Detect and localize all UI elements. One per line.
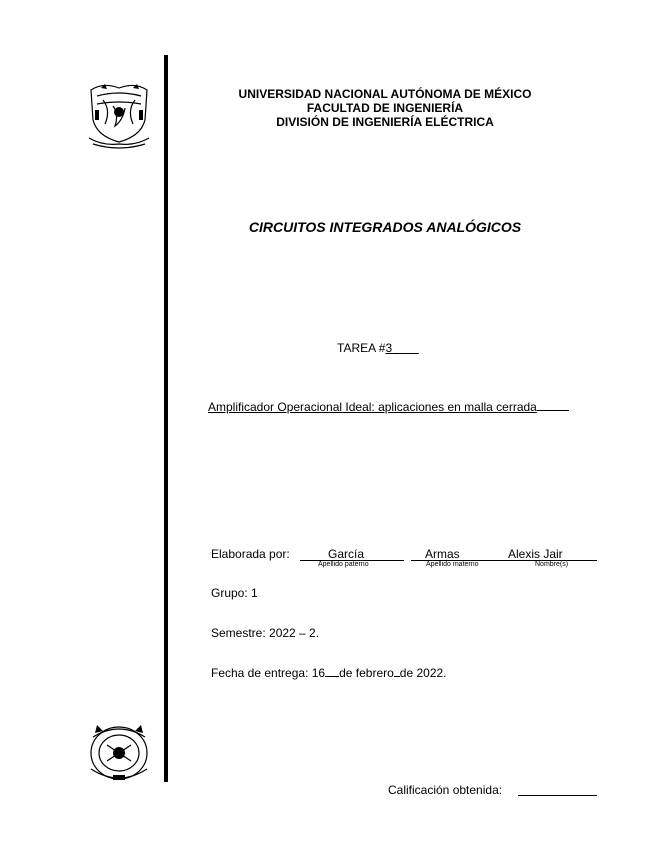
- fecha-suffix: de 2022.: [399, 666, 447, 680]
- subject-text: Amplificador Operacional Ideal: aplicaciones en malla cerrada: [208, 400, 537, 414]
- paterno-caption: Apellido paterno: [318, 561, 369, 568]
- institution-header: [180, 87, 590, 129]
- apellido-paterno: García: [328, 547, 365, 561]
- university-name: UNIVERSIDAD NACIONAL AUTÓNOMA DE MÉXICO: [238, 87, 532, 101]
- fecha-fill-1: [325, 665, 339, 677]
- tarea-number: [337, 341, 419, 355]
- elaborated-by-label: Elaborada por:: [211, 547, 290, 561]
- grupo: Grupo: 1: [211, 586, 258, 600]
- materno-caption: Apellido materno: [426, 561, 479, 568]
- division-name: DIVISIÓN DE INGENIERÍA ELÉCTRICA: [276, 115, 494, 129]
- tarea-label: TAREA #: [337, 341, 386, 355]
- assignment-subject: [208, 399, 569, 414]
- fecha-prefix: Fecha de entrega: 16: [211, 666, 326, 680]
- fi-seal-icon: [83, 717, 155, 789]
- fecha-entrega: [211, 665, 447, 680]
- unam-seal-icon: [83, 80, 155, 152]
- faculty-name: FACULTAD DE INGENIERÍA: [306, 101, 464, 115]
- semestre: Semestre: 2022 – 2.: [211, 626, 320, 640]
- subject-fill-line: [537, 399, 569, 411]
- vertical-divider: [164, 55, 168, 782]
- course-title: CIRCUITOS INTEGRADOS ANALÓGICOS: [248, 219, 522, 235]
- apellido-materno: Armas: [425, 547, 460, 561]
- tarea-value: 3: [385, 341, 393, 355]
- calificacion-line: [518, 795, 597, 796]
- nombre: Alexis Jair: [508, 547, 563, 561]
- nombre-caption: Nombre(s): [535, 561, 569, 568]
- fecha-middle: de febrero: [339, 666, 394, 680]
- calificacion-label: Calificación obtenida:: [388, 783, 503, 797]
